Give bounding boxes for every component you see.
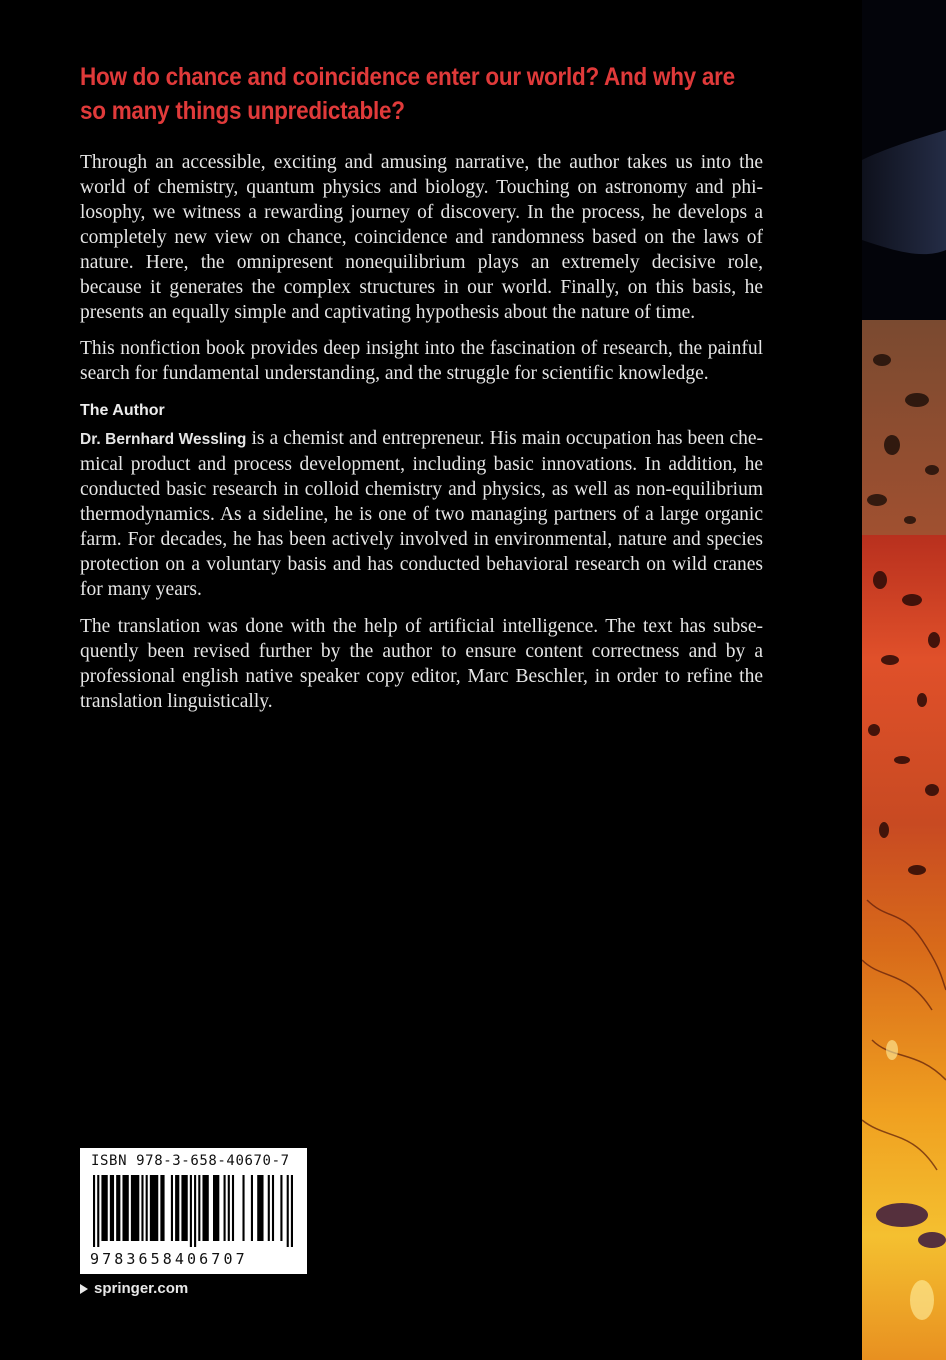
barcode-bar bbox=[202, 1175, 208, 1241]
barcode-bar bbox=[122, 1175, 128, 1241]
barcode-bar bbox=[116, 1175, 120, 1241]
arrow-right-icon bbox=[80, 1284, 88, 1294]
translation-note: The translation was done with the help of artificial intelligence. The text has subsequently been revised further by the author to ensure content correctness and by a professional english native speaker copy editor, Marc Beschler, in order to refine the translation linguistically. bbox=[80, 616, 763, 712]
barcode-bar bbox=[272, 1175, 274, 1241]
barcode-bar bbox=[287, 1175, 289, 1247]
barcode-bar bbox=[93, 1175, 95, 1247]
barcode-bar bbox=[268, 1175, 270, 1241]
barcode-bar bbox=[110, 1175, 114, 1241]
barcode-bar bbox=[101, 1175, 107, 1241]
isbn-label: ISBN 978-3-658-40670-7 bbox=[91, 1153, 290, 1169]
barcode-digits: 9783658406707 bbox=[90, 1250, 248, 1268]
publisher-url: springer.com bbox=[94, 1280, 189, 1297]
barcode-bar bbox=[150, 1175, 158, 1241]
barcode-bar bbox=[141, 1175, 143, 1241]
barcode-bar bbox=[198, 1175, 200, 1241]
barcode-bar bbox=[242, 1175, 244, 1241]
author-heading: The Author bbox=[80, 402, 165, 419]
isbn-barcode bbox=[80, 1148, 307, 1274]
headline: How do chance and coincidence enter our world? And why are so many things unpredictable? bbox=[80, 63, 735, 125]
barcode-bar bbox=[213, 1175, 219, 1241]
barcode-bar bbox=[232, 1175, 234, 1241]
barcode-bar bbox=[228, 1175, 230, 1241]
barcode-bar bbox=[97, 1175, 99, 1247]
author-bio bbox=[80, 426, 763, 602]
barcode-bar bbox=[190, 1175, 192, 1247]
barcode-bar bbox=[251, 1175, 253, 1241]
author-name: Dr. Bernhard Wessling bbox=[80, 431, 247, 448]
cover-artwork-strip bbox=[862, 0, 946, 1360]
barcode-bar bbox=[131, 1175, 139, 1241]
barcode-bar bbox=[171, 1175, 173, 1241]
description-paragraph: Through an accessible, exciting and amusing narrative, the author takes us into the world of chemistry, quantum physics and biology. Touching on astronomy and philosophy, we witness a rewarding journey of discovery. In the process, he develops a completely new view on chance, coincidence and randomness based on the laws of nature. Here, the omnipresent nonequilibrium plays an extremely decisive role, because it generates the complex structures in our world. Finally, on this basis, he presents an equally simple and captivating hypothesis about the nature of time. bbox=[80, 152, 763, 323]
barcode-bar bbox=[194, 1175, 196, 1247]
barcode-bar bbox=[280, 1175, 282, 1241]
barcode-bar bbox=[146, 1175, 148, 1241]
author-bio-text: is a chemist and entrepreneur. His main occupation has been chemical product and process development, including basic innovations. In addition, he conducted basic research in colloid chemistry and physics, as well as non-equilibrium thermodynamics. As a sideline, he is one of two managing partners of a large organic farm. For decades, he has been actively involved in environmental, nature and species protection on a voluntary basis and has conducted behavioral research on wild cranes for many years. bbox=[80, 428, 763, 600]
back-cover-text bbox=[80, 60, 763, 725]
barcode-bar bbox=[291, 1175, 293, 1247]
barcode-bar bbox=[160, 1175, 164, 1241]
publisher-link[interactable] bbox=[80, 1280, 188, 1297]
barcode-bar bbox=[224, 1175, 226, 1241]
barcode-bar bbox=[181, 1175, 187, 1241]
barcode-bar bbox=[257, 1175, 263, 1241]
barcode-bars bbox=[88, 1175, 299, 1247]
insight-paragraph: This nonfiction book provides deep insight into the fascination of research, the painful search for fundamental understanding, and the struggle for scientific knowledge. bbox=[80, 338, 763, 384]
barcode-bar bbox=[175, 1175, 179, 1241]
